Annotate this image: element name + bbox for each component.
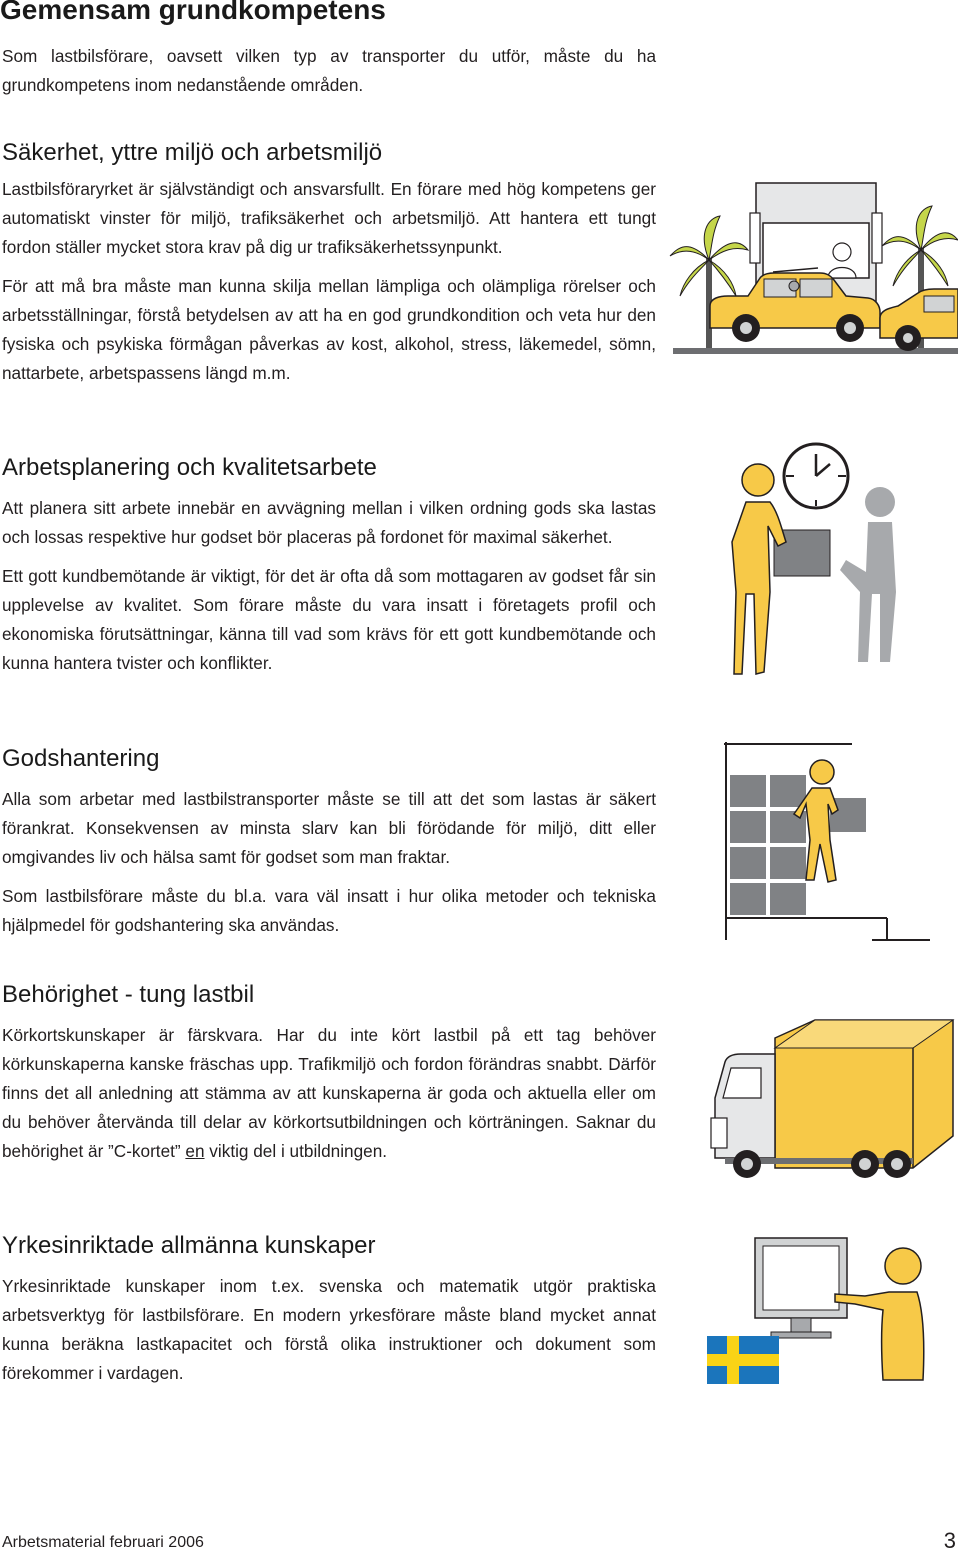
section-paragraph: Körkortskunskaper är färskvara. Har du inte kört lastbil på ett tag behöver körkunskaperna kanske fräschas upp. Trafikmiljö och fordon förändras snabbt. Därför finns det all anledning att stämma av att kunskaperna är goda och aktuella eller om du behöver återvända till delar av körkortsutbildningen och körträningen. Saknar du behörighet är ”C-kortet” en viktig del i utbildningen. [2, 1025, 656, 1161]
section-paragraph: Yrkesinriktade kunskaper inom t.ex. svenska och matematik utgör praktiska arbetsverktyg för lastbilsförare. En modern yrkesförare måste bland mycket annat kunna beräkna lastkapacitet och förstå olika instruktioner och dokument som förekommer i vardagen. [2, 1276, 656, 1383]
page-number: 3 [943, 1528, 956, 1553]
section-paragraph: För att må bra måste man kunna skilja mellan lämpliga och olämpliga rörelser och arbetsställningar, förstå betydelsen av att ha en god grundkondition och veta hur den fysiska och psykiska förmågan påverkas av kost, alkohol, stress, läkemedel, sömn, nattarbete, arbetspassens längd m.m. [2, 276, 656, 383]
traffic-illustration [668, 178, 958, 363]
section-general-knowledge [2, 1230, 656, 1388]
section-license [2, 979, 656, 1166]
section-heading: Behörighet - tung lastbil [2, 981, 255, 1008]
section-planning [2, 452, 656, 678]
section-paragraph: Som lastbilsförare måste du bl.a. vara väl insatt i hur olika metoder och tekniska hjälpmedel för godshantering ska användas. [2, 886, 656, 935]
section-heading: Säkerhet, yttre miljö och arbetsmiljö [2, 139, 383, 166]
section-heading: Arbetsplanering och kvalitetsarbete [2, 454, 377, 481]
page-title: Gemensam grundkompetens [0, 0, 386, 25]
underlined-word: en [185, 1141, 205, 1161]
intro-block [2, 42, 656, 100]
section-paragraph: Lastbilsföraryrket är självständigt och ansvarsfullt. En förare med hög kompetens ger automatiskt vinster för miljö, trafiksäkerhet och arbetsmiljö. Att hantera ett tungt fordon ställer mycket stora krav på dig ur trafiksäkerhetssynpunkt. [2, 179, 656, 257]
section-goods [2, 743, 656, 940]
section-safety [2, 137, 656, 388]
truck-illustration [705, 1018, 955, 1180]
section-paragraph: Att planera sitt arbete innebär en avvägning mellan i vilken ordning gods ska lastas och lossas respektive hur godset bör placeras på fordonet för maximal säkerhet. [2, 498, 656, 547]
intro-paragraph: Som lastbilsförare, oavsett vilken typ av transporter du utför, måste du ha grundkompetens inom nedanstående områden. [2, 46, 656, 95]
loading-illustration [722, 740, 932, 945]
section-heading: Godshantering [2, 745, 160, 772]
footer-label: Arbetsmaterial februari 2006 [2, 1534, 204, 1551]
section-paragraph: Ett gott kundbemötande är viktigt, för det är ofta då som mottagaren av godset får sin upplevelse av kvalitet. Som förare måste du vara insatt i företagets profil och ekonomiska förutsättningar, känna till vad som krävs för ett gott kundbemötande och kunna hantera tvister och konflikter. [2, 566, 656, 673]
handover-illustration [730, 442, 910, 714]
section-heading: Yrkesinriktade allmänna kunskaper [2, 1232, 376, 1259]
computer-flag-illustration [705, 1230, 945, 1390]
section-paragraph: Alla som arbetar med lastbilstransporter måste se till att det som lastas är säkert förankrat. Konsekvensen av minsta slarv kan bli förödande för miljö, ditt eller omgivandes liv och hälsa samt för godset som man fraktar. [2, 789, 656, 867]
